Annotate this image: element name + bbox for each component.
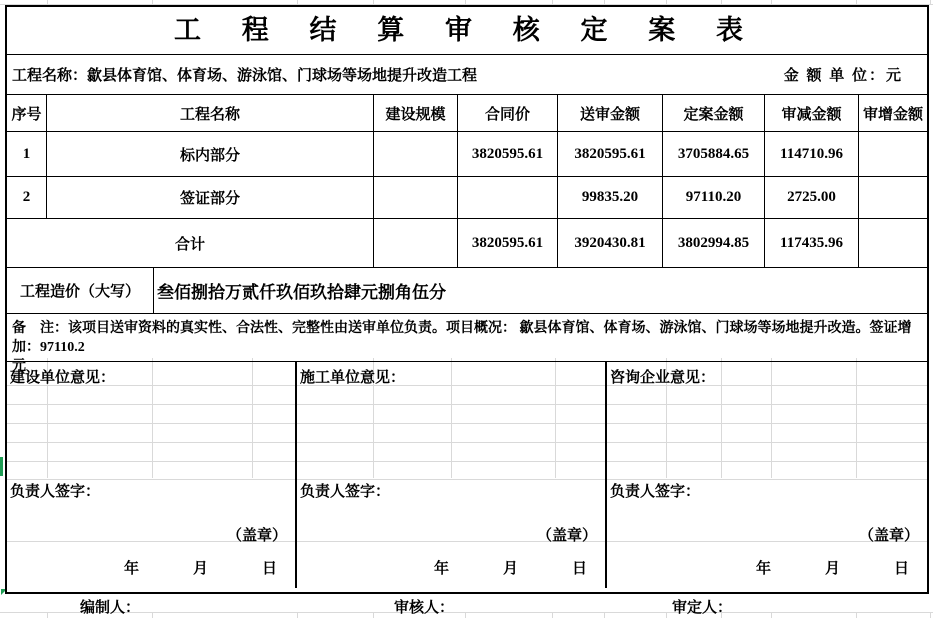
total-reduced-cell[interactable]: 117435.96: [765, 219, 859, 267]
cell-scale[interactable]: [374, 132, 458, 177]
total-scale-cell[interactable]: [374, 219, 458, 267]
seal-label: （盖章）: [858, 528, 919, 544]
approver-label[interactable]: 审定人：: [672, 600, 733, 616]
cell-seq[interactable]: 1: [7, 132, 47, 177]
total-submitted-cell[interactable]: 3920430.81: [558, 219, 663, 267]
gridline: [604, 612, 605, 618]
col-header-reduced[interactable]: 审减金额: [765, 95, 859, 132]
cell-finalized[interactable]: 97110.20: [663, 177, 765, 219]
reviewer-label[interactable]: 审核人：: [394, 600, 455, 616]
gridline: [552, 0, 553, 4]
cell-reduced[interactable]: 2725.00: [765, 177, 859, 219]
gridline: [297, 0, 298, 4]
project-name: [7, 64, 784, 85]
cell-increased[interactable]: [859, 177, 927, 219]
col-header-finalized[interactable]: 定案金额: [663, 95, 765, 132]
cell-submitted[interactable]: 99835.20: [558, 177, 663, 219]
settlement-table: [5, 5, 929, 594]
opinion-label: 建设单位意见：: [10, 370, 116, 386]
cell-submitted[interactable]: 3820595.61: [558, 132, 663, 177]
page-title: 工 程 结 算 审 核 定 案 表: [7, 7, 927, 55]
col-header-seq[interactable]: 序号: [7, 95, 47, 132]
total-finalized-cell[interactable]: 3802994.85: [663, 219, 765, 267]
project-name-value: 歙县体育馆、体育场、游泳馆、门球场等场地提升改造工程: [87, 68, 478, 84]
data-grid: [7, 95, 927, 268]
total-label-cell[interactable]: 合计: [7, 219, 374, 267]
seal-label: （盖章）: [226, 528, 287, 544]
opinion-box-consulting-firm[interactable]: [607, 362, 927, 588]
gridline: [465, 612, 466, 618]
cell-contract[interactable]: [458, 177, 558, 219]
cell-finalized[interactable]: 3705884.65: [663, 132, 765, 177]
gridline: [465, 0, 466, 4]
col-header-project[interactable]: 工程名称: [47, 95, 374, 132]
date-line: 年 月 日: [755, 561, 917, 577]
remark-row[interactable]: [7, 314, 927, 374]
project-name-row[interactable]: [7, 55, 927, 95]
opinion-label: 施工单位意见：: [300, 370, 406, 386]
project-name-label: 工程名称：: [12, 68, 88, 84]
gridline: [856, 612, 857, 618]
gridline: [930, 612, 931, 618]
gridline: [930, 0, 931, 4]
cell-increased[interactable]: [859, 132, 927, 177]
selection-edge-marker: [0, 457, 3, 476]
date-line: 年 月 日: [433, 561, 595, 577]
gridline: [373, 0, 374, 4]
gridline: [552, 612, 553, 618]
gridline: [47, 612, 48, 618]
preparer-label[interactable]: 编制人：: [80, 600, 141, 616]
remark-line1: 备 注：该项目送审资料的真实性、合法性、完整性由送审单位负责。项目概况： 歙县体育馆、体育场、游泳馆、门球场等场地提升改造。签证增加：97110.2: [12, 321, 912, 355]
opinion-box-contractor-unit[interactable]: [297, 362, 607, 588]
gridline: [666, 612, 667, 618]
gridline: [721, 0, 722, 4]
gridline: [604, 0, 605, 4]
signature-label: 负责人签字：: [610, 484, 701, 500]
signature-label: 负责人签字：: [10, 484, 101, 500]
col-header-submitted[interactable]: 送审金额: [558, 95, 663, 132]
gridline: [297, 612, 298, 618]
cell-seq[interactable]: 2: [7, 177, 47, 219]
total-increased-cell[interactable]: [859, 219, 927, 267]
col-header-increased[interactable]: 审增金额: [859, 95, 927, 132]
date-line: 年 月 日: [123, 561, 285, 577]
amount-in-words-label[interactable]: 工程造价（大写）: [7, 268, 154, 313]
remark-line2: 元: [12, 359, 26, 374]
gridline: [47, 0, 48, 4]
cell-reduced[interactable]: 114710.96: [765, 132, 859, 177]
cell-scale[interactable]: [374, 177, 458, 219]
signature-label: 负责人签字：: [300, 484, 391, 500]
amount-unit-note: 金 额 单 位：元: [783, 68, 903, 84]
gridline: [666, 0, 667, 4]
gridline: [152, 0, 153, 4]
gridline: [771, 612, 772, 618]
col-header-scale[interactable]: 建设规模: [374, 95, 458, 132]
gridline: [373, 612, 374, 618]
opinion-box-construction-unit[interactable]: [7, 362, 297, 588]
amount-in-words-row: [7, 268, 927, 314]
gridline: [856, 0, 857, 4]
amount-in-words-value[interactable]: 叁佰捌拾万贰仟玖佰玖拾肆元捌角伍分: [157, 283, 446, 302]
seal-label: （盖章）: [536, 528, 597, 544]
gridline: [152, 612, 153, 618]
col-header-contract[interactable]: 合同价: [458, 95, 558, 132]
opinions-section: [7, 362, 927, 588]
gridline: [771, 0, 772, 4]
cell-project-name[interactable]: 签证部分: [47, 177, 374, 219]
cell-project-name[interactable]: 标内部分: [47, 132, 374, 177]
total-contract-cell[interactable]: 3820595.61: [458, 219, 558, 267]
opinion-label: 咨询企业意见：: [610, 370, 716, 386]
cell-contract[interactable]: 3820595.61: [458, 132, 558, 177]
